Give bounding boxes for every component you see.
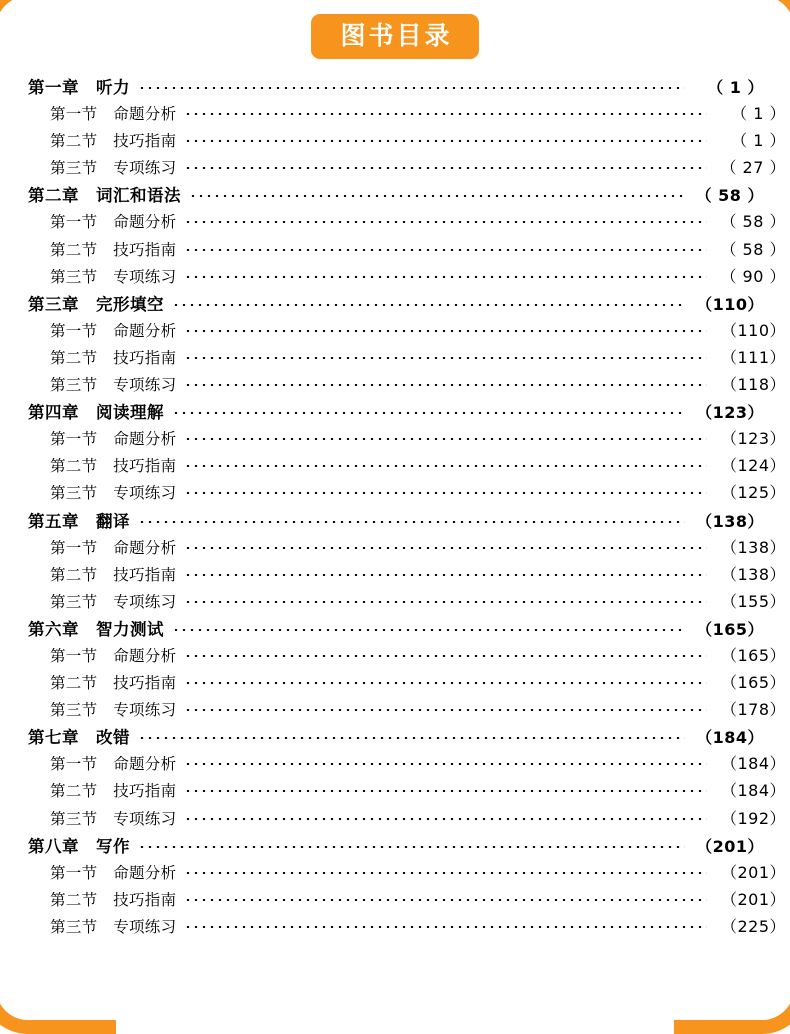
toc-chapter-row[interactable] bbox=[28, 399, 764, 426]
toc-leader-dots bbox=[184, 438, 707, 440]
toc-entry-label: 第二节 技巧指南 bbox=[50, 782, 177, 801]
toc-leader-dots bbox=[184, 167, 707, 169]
toc-leader-dots bbox=[184, 872, 707, 874]
toc-leader-dots bbox=[184, 465, 707, 467]
toc-leader-dots bbox=[184, 276, 707, 278]
toc-entry-page-number: （110） bbox=[696, 294, 764, 314]
toc-section-row[interactable] bbox=[28, 887, 786, 914]
toc-section-row[interactable] bbox=[28, 535, 786, 562]
toc-leader-dots bbox=[172, 412, 685, 414]
toc-entry-label: 第一节 命题分析 bbox=[50, 213, 177, 232]
toc-entry-page-number: （ 1 ） bbox=[707, 78, 764, 97]
toc-entry-label: 第二节 技巧指南 bbox=[50, 132, 177, 151]
toc-entry-label: 第一节 命题分析 bbox=[50, 430, 177, 449]
toc-entry-page-number: （124） bbox=[720, 456, 786, 476]
toc-section-row[interactable] bbox=[28, 697, 786, 724]
toc-leader-dots bbox=[184, 818, 707, 820]
toc-entry-label: 第三节 专项练习 bbox=[50, 701, 177, 720]
toc-entry-page-number: （ 1 ） bbox=[731, 131, 786, 151]
toc-entry-page-number: （192） bbox=[720, 808, 786, 828]
toc-leader-dots bbox=[184, 492, 707, 494]
toc-leader-dots bbox=[184, 140, 707, 142]
toc-entry-label: 第六章 智力测试 bbox=[28, 619, 164, 639]
toc-entry-page-number: （118） bbox=[720, 375, 786, 395]
toc-entry-page-number: （201） bbox=[720, 889, 786, 909]
toc-chapter-row[interactable] bbox=[28, 74, 764, 101]
toc-leader-dots bbox=[184, 763, 707, 765]
toc-section-row[interactable] bbox=[28, 345, 786, 372]
toc-section-row[interactable] bbox=[28, 426, 786, 453]
toc-leader-dots bbox=[184, 547, 707, 549]
toc-entry-page-number: （184） bbox=[720, 781, 786, 801]
toc-entry-page-number: （123） bbox=[720, 429, 786, 449]
toc-entry-page-number: （225） bbox=[720, 916, 786, 936]
toc-entry-page-number: （155） bbox=[720, 591, 786, 611]
toc-section-row[interactable] bbox=[28, 209, 786, 236]
toc-leader-dots bbox=[172, 304, 685, 306]
toc-entry-label: 第三节 专项练习 bbox=[50, 159, 177, 178]
toc-entry-page-number: （165） bbox=[720, 645, 786, 665]
toc-section-row[interactable] bbox=[28, 670, 786, 697]
toc-entry-page-number: （184） bbox=[696, 728, 764, 748]
toc-entry-page-number: （125） bbox=[720, 483, 786, 503]
toc-entry-label: 第一节 命题分析 bbox=[50, 538, 177, 557]
page-title-area bbox=[0, 14, 790, 59]
toc-entry-page-number: （ 90 ） bbox=[720, 266, 786, 286]
toc-entry-page-number: （123） bbox=[696, 403, 764, 423]
toc-chapter-row[interactable] bbox=[28, 724, 764, 751]
toc-chapter-row[interactable] bbox=[28, 833, 764, 860]
toc-leader-dots bbox=[184, 574, 707, 576]
toc-entry-label: 第二节 技巧指南 bbox=[50, 565, 177, 584]
toc-section-row[interactable] bbox=[28, 453, 786, 480]
toc-section-row[interactable] bbox=[28, 589, 786, 616]
toc-entry-label: 第二节 技巧指南 bbox=[50, 240, 177, 259]
toc-leader-dots bbox=[184, 384, 707, 386]
toc-entry-label: 第一节 命题分析 bbox=[50, 755, 177, 774]
toc-leader-dots bbox=[184, 790, 707, 792]
toc-section-row[interactable] bbox=[28, 101, 786, 128]
toc-leader-dots bbox=[138, 87, 685, 89]
toc-leader-dots bbox=[184, 899, 707, 901]
table-of-contents bbox=[28, 74, 786, 941]
toc-leader-dots bbox=[184, 113, 707, 115]
toc-entry-page-number: （ 27 ） bbox=[720, 158, 786, 178]
toc-entry-page-number: （201） bbox=[720, 862, 786, 882]
toc-entry-page-number: （ 58 ） bbox=[720, 239, 786, 259]
toc-entry-page-number: （ 58 ） bbox=[695, 186, 764, 206]
toc-section-row[interactable] bbox=[28, 778, 786, 805]
toc-section-row[interactable] bbox=[28, 372, 786, 399]
toc-entry-label: 第一节 命题分析 bbox=[50, 863, 177, 882]
toc-leader-dots bbox=[184, 655, 707, 657]
toc-entry-page-number: （138） bbox=[720, 564, 786, 584]
toc-chapter-row[interactable] bbox=[28, 616, 764, 643]
toc-section-row[interactable] bbox=[28, 643, 786, 670]
toc-entry-label: 第三节 专项练习 bbox=[50, 267, 177, 286]
toc-entry-page-number: （ 58 ） bbox=[720, 212, 786, 232]
toc-entry-label: 第七章 改错 bbox=[28, 728, 130, 748]
toc-entry-label: 第一节 命题分析 bbox=[50, 105, 177, 124]
toc-leader-dots bbox=[184, 709, 707, 711]
toc-entry-page-number: （178） bbox=[720, 700, 786, 720]
toc-section-row[interactable] bbox=[28, 806, 786, 833]
toc-entry-label: 第二节 技巧指南 bbox=[50, 348, 177, 367]
toc-section-row[interactable] bbox=[28, 264, 786, 291]
toc-entry-label: 第二章 词汇和语法 bbox=[28, 186, 181, 206]
toc-section-row[interactable] bbox=[28, 860, 786, 887]
toc-entry-label: 第三节 专项练习 bbox=[50, 484, 177, 503]
toc-entry-label: 第三节 专项练习 bbox=[50, 917, 177, 936]
toc-leader-dots bbox=[184, 330, 707, 332]
toc-section-row[interactable] bbox=[28, 155, 786, 182]
toc-leader-dots bbox=[184, 249, 707, 251]
toc-entry-label: 第二节 技巧指南 bbox=[50, 890, 177, 909]
toc-leader-dots bbox=[184, 601, 707, 603]
page-title: 图书目录 bbox=[311, 14, 478, 59]
toc-entry-page-number: （110） bbox=[720, 320, 786, 340]
toc-entry-page-number: （165） bbox=[720, 673, 786, 693]
toc-leader-dots bbox=[138, 521, 685, 523]
toc-entry-label: 第一节 命题分析 bbox=[50, 646, 177, 665]
toc-entry-page-number: （ 1 ） bbox=[731, 104, 786, 124]
toc-leader-dots bbox=[172, 629, 685, 631]
toc-entry-label: 第一节 命题分析 bbox=[50, 321, 177, 340]
toc-section-row[interactable] bbox=[28, 562, 786, 589]
toc-leader-dots bbox=[189, 195, 685, 197]
toc-entry-label: 第一章 听力 bbox=[28, 78, 130, 97]
toc-chapter-row[interactable] bbox=[28, 508, 764, 535]
toc-leader-dots bbox=[184, 682, 707, 684]
toc-entry-label: 第三节 专项练习 bbox=[50, 592, 177, 611]
toc-entry-label: 第三节 专项练习 bbox=[50, 809, 177, 828]
toc-leader-dots bbox=[184, 926, 707, 928]
toc-section-row[interactable] bbox=[28, 128, 786, 155]
toc-entry-page-number: （138） bbox=[696, 511, 764, 531]
toc-leader-dots bbox=[184, 221, 707, 223]
toc-entry-page-number: （184） bbox=[720, 754, 786, 774]
toc-section-row[interactable] bbox=[28, 914, 786, 941]
toc-section-row[interactable] bbox=[28, 480, 786, 507]
toc-entry-label: 第八章 写作 bbox=[28, 836, 130, 856]
toc-entry-label: 第二节 技巧指南 bbox=[50, 457, 177, 476]
toc-leader-dots bbox=[184, 357, 707, 359]
toc-chapter-row[interactable] bbox=[28, 291, 764, 318]
toc-entry-page-number: （165） bbox=[696, 619, 764, 639]
toc-leader-dots bbox=[138, 846, 685, 848]
toc-entry-label: 第五章 翻译 bbox=[28, 511, 130, 531]
toc-section-row[interactable] bbox=[28, 318, 786, 345]
toc-entry-label: 第二节 技巧指南 bbox=[50, 674, 177, 693]
toc-chapter-row[interactable] bbox=[28, 182, 764, 209]
toc-section-row[interactable] bbox=[28, 237, 786, 264]
toc-entry-label: 第三章 完形填空 bbox=[28, 294, 164, 314]
toc-entry-label: 第三节 专项练习 bbox=[50, 376, 177, 395]
toc-section-row[interactable] bbox=[28, 751, 786, 778]
toc-entry-page-number: （201） bbox=[696, 836, 764, 856]
toc-entry-page-number: （111） bbox=[720, 347, 786, 367]
toc-entry-page-number: （138） bbox=[720, 537, 786, 557]
toc-entry-label: 第四章 阅读理解 bbox=[28, 403, 164, 423]
toc-leader-dots bbox=[138, 737, 685, 739]
